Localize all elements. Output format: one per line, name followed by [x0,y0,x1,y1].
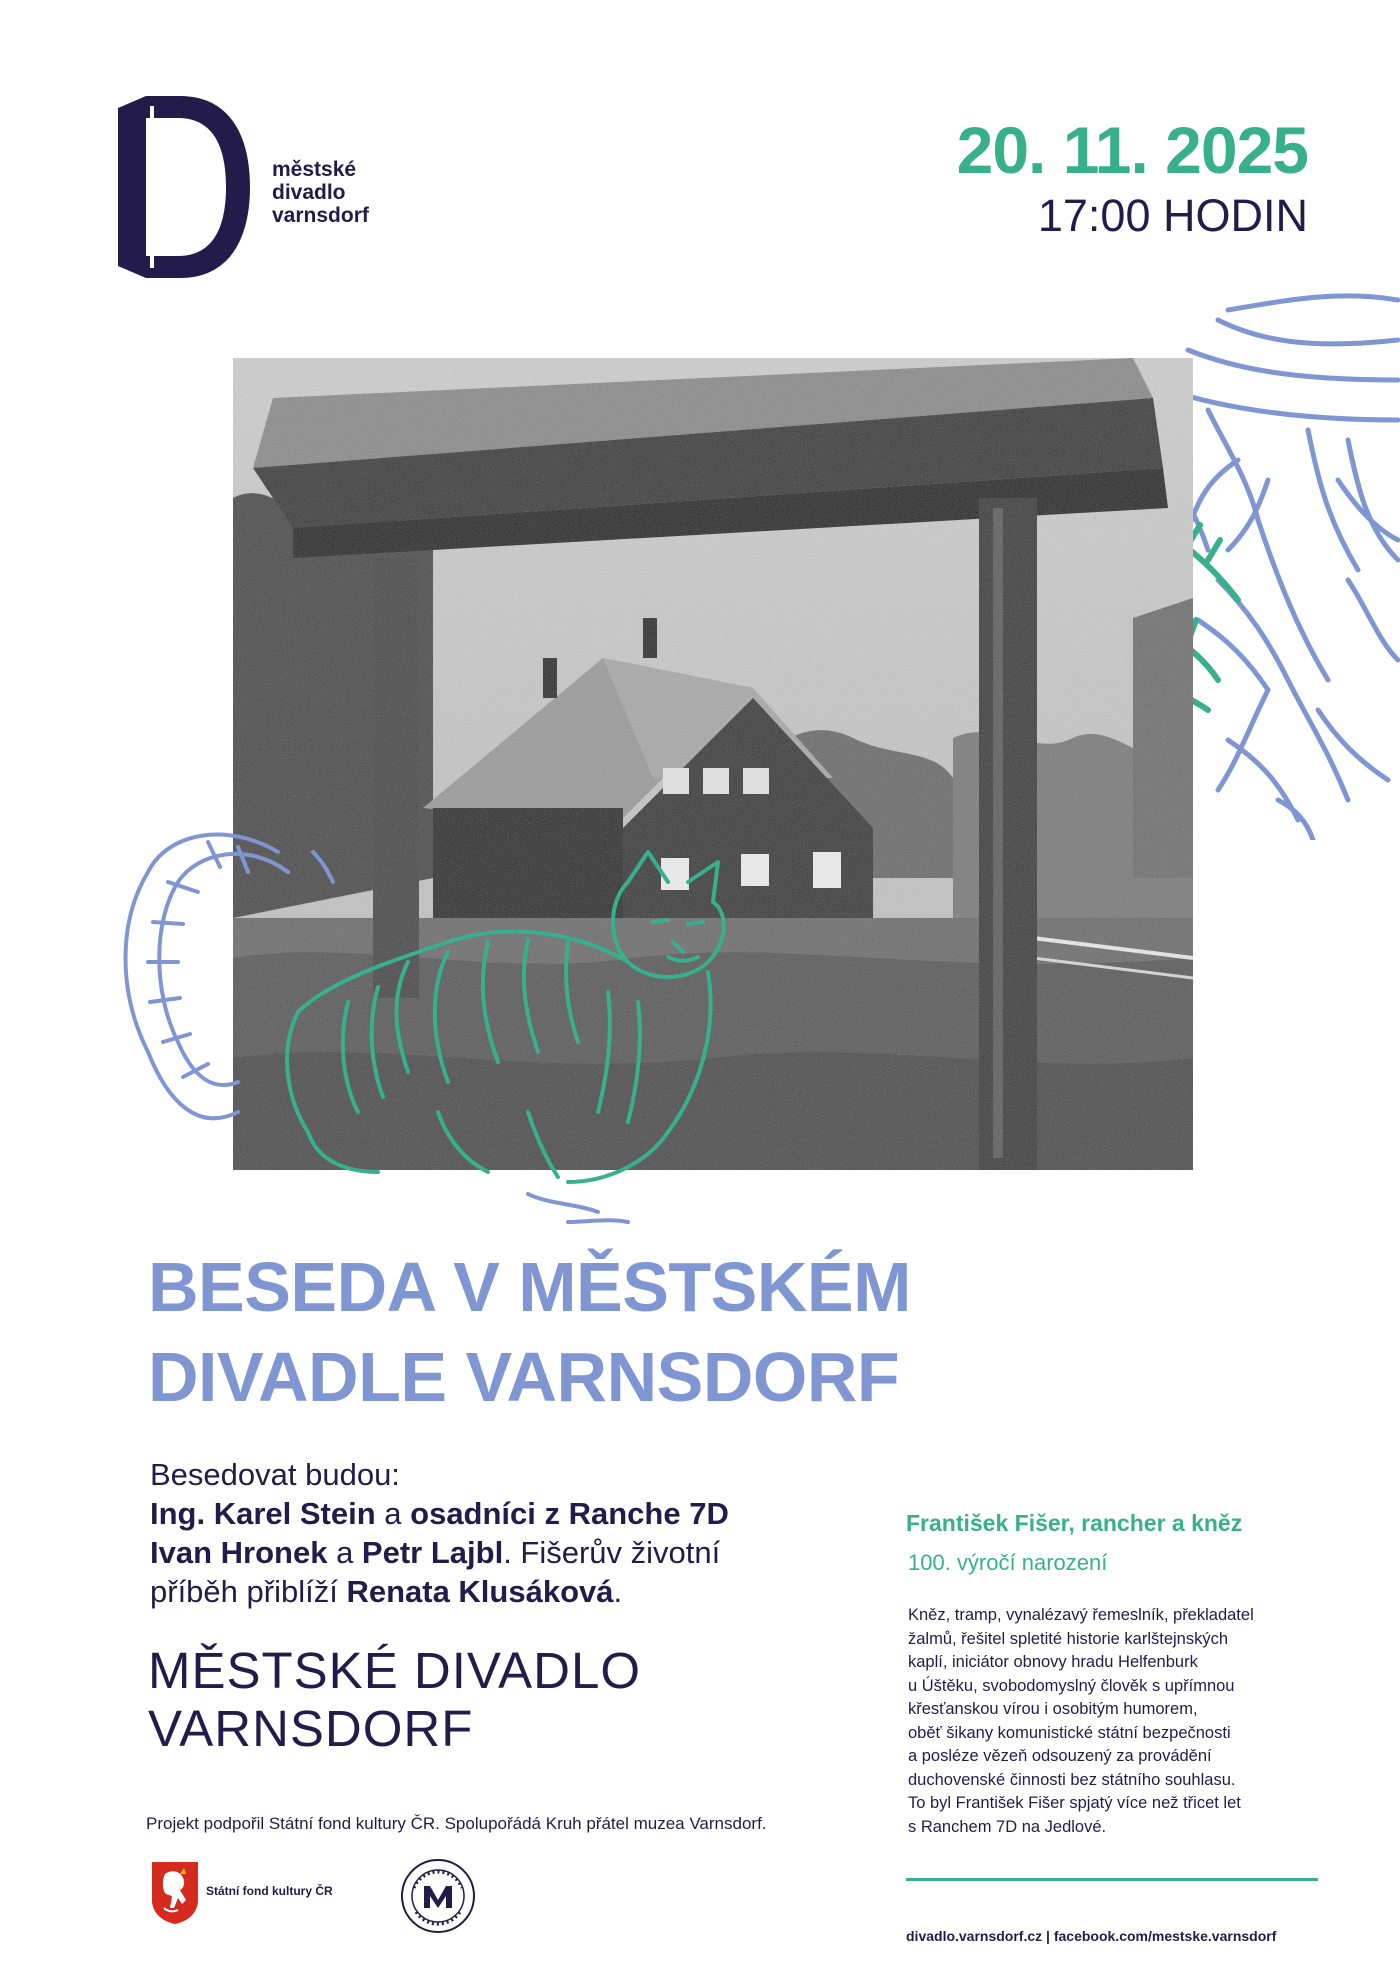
bio-line: žalmů, řešitel spletité historie karlštejnských [908,1629,1229,1648]
event-date: 20. 11. 2025 [956,113,1308,187]
bio-line: To byl František Fišer spjatý více než třicet let [908,1794,1241,1812]
guest-ivan-hronek: Ivan Hronek [150,1535,328,1570]
bio-line: kaplí, iniciátor obnovy hradu Helfenburk [908,1653,1198,1671]
bio-line: křesťanskou vírou i osobitým humorem, [908,1700,1198,1718]
bio-line: duchovenské činnosti bez státního souhlasu. [908,1770,1236,1789]
guests-story: . Fišerův životní příběh přiblíží [150,1535,721,1609]
guests-paragraph [150,1455,800,1611]
bio-line: u Úštěku, svobodomyslný člověk s upřímnou [908,1676,1235,1695]
bio-subtitle: 100. výročí narození [908,1550,1108,1575]
venue-line-2: VARNSDORF [148,1700,474,1757]
museum-seal-icon [400,1858,476,1934]
headline-line-1: BESEDA V MĚSTSKÉM [148,1248,911,1326]
bio-line: Kněz, tramp, vynalézavý řemeslník, překladatel [908,1606,1254,1624]
support-text: Projekt podpořil Státní fond kultury ČR. Spolupořádá Kruh přátel muzea Varnsdorf. [146,1814,767,1833]
bio-line: s Ranchem 7D na Jedlové. [908,1817,1107,1836]
footer-links[interactable]: divadlo.varnsdorf.cz | facebook.com/mestske.varnsdorf [906,1928,1277,1944]
sfk-label: Státní fond kultury ČR [206,1884,333,1898]
theatre-logo-text [272,158,369,227]
event-headline [148,1242,911,1422]
headline-line-2: DIVADLE VARNSDORF [148,1338,900,1416]
theatre-logo-icon [118,96,250,278]
bio-text [908,1604,1328,1839]
venue-name [148,1642,641,1758]
bio-line: a posléze vězeň odsouzený za provádění [908,1747,1212,1765]
guest-karel-stein: Ing. Karel Stein [150,1496,376,1531]
logo-line-2: divadlo [272,181,346,204]
czech-lion-emblem-icon [150,1860,200,1926]
guests-and-2: a [327,1535,362,1570]
logo-line-3: varnsdorf [272,204,369,227]
guest-petr-lajbl: Petr Lajbl [361,1535,504,1570]
guest-renata-klusakova: Renata Klusáková [346,1574,614,1609]
guests-end: . [613,1574,623,1609]
event-time: 17:00 HODIN [1037,190,1308,241]
footer-divider [906,1878,1318,1881]
venue-line-1: MĚSTSKÉ DIVADLO [148,1642,642,1699]
bio-title: František Fišer, rancher a kněz [906,1510,1243,1536]
cat-illustration-icon [108,812,808,1232]
logo-line-1: městské [272,158,357,181]
guests-and-1: a [375,1496,411,1531]
guests-intro: Besedovat budou: [150,1457,400,1492]
bio-line: oběť šikany komunistické státní bezpečnosti [908,1723,1231,1742]
guest-group-ranch: osadníci z Ranche 7D [410,1496,729,1531]
